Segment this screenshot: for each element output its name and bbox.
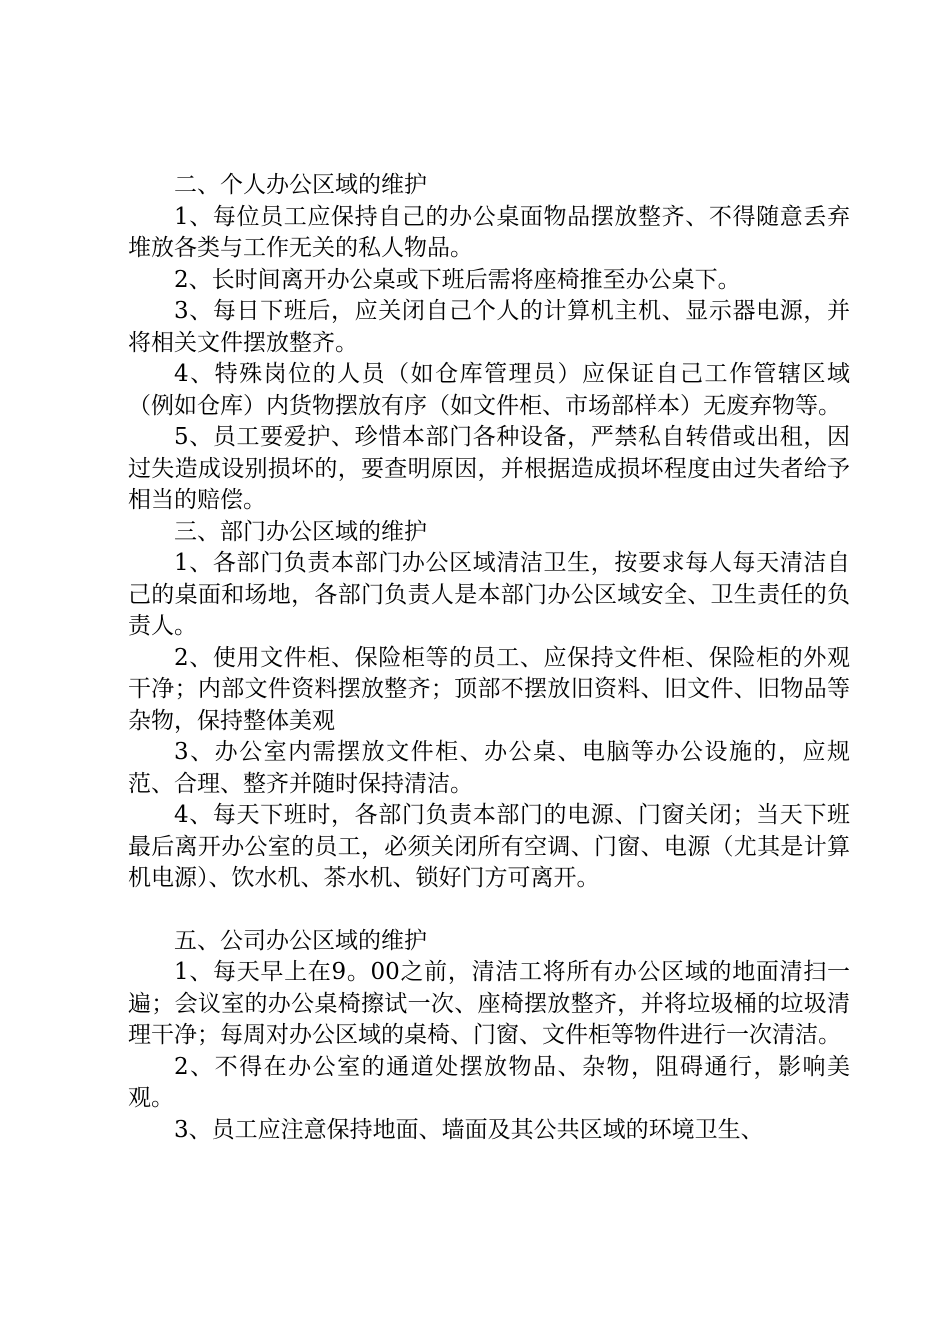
paragraph: 2、长时间离开办公桌或下班后需将座椅推至办公桌下。 <box>174 266 741 293</box>
paragraph: 1、每位员工应保持自己的办公桌面物品摆放整齐、不得随意丢弃堆放各类与工作无关的私人物品。 <box>128 203 850 261</box>
paragraph: 3、每日下班后，应关闭自己个人的计算机主机、显示器电源，并将相关文件摆放整齐。 <box>128 298 850 356</box>
section-heading-personal-area: 二、个人办公区域的维护 <box>174 172 427 198</box>
paragraph: 5、员工要爱护、珍惜本部门各种设备，严禁私自转借或出租，因过失造成设别损坏的，要查明原因，并根据造成损坏程度由过失者给予相当的赔偿。 <box>128 424 850 513</box>
paragraph: 3、办公室内需摆放文件柜、办公桌、电脑等办公设施的，应规范、合理、整齐并随时保持清洁。 <box>128 739 850 797</box>
paragraph: 3、员工应注意保持地面、墙面及其公共区域的环境卫生、 <box>174 1116 764 1143</box>
paragraph: 1、每天早上在9。00之前，清洁工将所有办公区域的地面清扫一遍；会议室的办公桌椅擦试一次、座椅摆放整齐，并将垃圾桶的垃圾清理干净；每周对办公区域的桌椅、门窗、文件柜等物件进行一次清洁。 <box>128 959 850 1048</box>
paragraph: 1、各部门负责本部门办公区域清洁卫生，按要求每人每天清洁自己的桌面和场地，各部门负责人是本部门办公区域安全、卫生责任的负责人。 <box>128 550 850 639</box>
paragraph: 2、不得在办公室的通道处摆放物品、杂物，阻碍通行，影响美观。 <box>128 1053 850 1111</box>
section-heading-company-area: 五、公司办公区域的维护 <box>174 927 427 954</box>
blank-line <box>128 895 850 926</box>
paragraph: 4、特殊岗位的人员（如仓库管理员）应保证自己工作管辖区域（例如仓库）内货物摆放有序（如文件柜、市场部样本）无废弃物等。 <box>128 361 850 419</box>
paragraph: 2、使用文件柜、保险柜等的员工、应保持文件柜、保险柜的外观干净；内部文件资料摆放整齐；顶部不摆放旧资料、旧文件、旧物品等杂物，保持整体美观 <box>128 644 850 734</box>
document-body <box>128 170 850 1146</box>
section-heading-department-area: 三、部门办公区域的维护 <box>174 518 427 545</box>
paragraph: 4、每天下班时，各部门负责本部门的电源、门窗关闭；当天下班最后离开办公室的员工，必须关闭所有空调、门窗、电源（尤其是计算机电源）、饮水机、茶水机、锁好门方可离开。 <box>128 802 850 891</box>
